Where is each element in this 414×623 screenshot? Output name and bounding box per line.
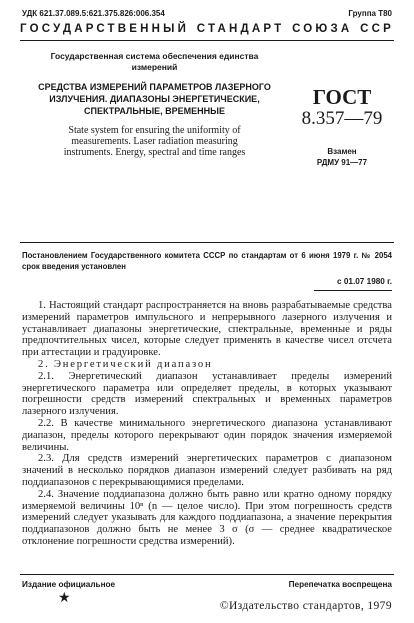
- paragraph-2-1: 2.1. Энергетический диапазон устанавливает пределы измерений энергетического параметра или определяет пределы, в которых указывают погрешности средств измерений спектральных и временных параметров лазерного излучения.: [22, 370, 392, 418]
- english-title: State system for ensuring the uniformity of measurements. Laser radiation measuring instruments. Energy, spectral and time ranges: [63, 125, 246, 158]
- footer-rule: [20, 574, 394, 575]
- decree-text: Постановлением Государственного комитета СССР по стандартам от 6 июня 1979 г. № 2054 срок введения установлен: [22, 251, 392, 271]
- gost-label: ГОСТ: [312, 85, 372, 109]
- effective-date: с 01.07 1980 г.: [337, 277, 392, 286]
- top-line: [22, 9, 392, 18]
- reprint-prohibited-label: Перепечатка воспрещена: [288, 580, 392, 589]
- replaces-note: Взамен РДМУ 91—77: [316, 147, 368, 167]
- state-standard-banner: ГОСУДАРСТВЕННЫЙ СТАНДАРТ СОЮЗА ССР: [20, 23, 394, 35]
- standard-body: [22, 300, 392, 548]
- standard-title: СРЕДСТВА ИЗМЕРЕНИЙ ПАРАМЕТРОВ ЛАЗЕРНОГО ИЗЛУЧЕНИЯ. ДИАПАЗОНЫ ЭНЕРГЕТИЧЕСКИЕ, СПЕКТРАЛЬНЫЕ, ВРЕМЕННЫЕ: [38, 82, 271, 116]
- paragraph-2-3: 2.3. Для средств измерений энергетических параметров с диапазоном значений в несколько порядков диапазон измерений следует разбивать на ряд поддиапазонов с перекрывающимися пределами.: [22, 453, 392, 488]
- publisher-copyright: ©Издательство стандартов, 1979: [219, 600, 392, 612]
- udk-code: УДК 621.37.089.5:621.375.826:006.354: [22, 9, 165, 18]
- title-block: [22, 51, 287, 158]
- gost-block: [292, 86, 392, 168]
- gost-number: 8.357—79: [301, 108, 383, 129]
- star-icon: ★: [58, 591, 71, 606]
- header-rule: [20, 40, 394, 41]
- group-code: Группа Т80: [348, 9, 392, 18]
- paragraph-2-4: 2.4. Значение поддиапазона должно быть равно или кратно одному порядку измеряемой величины 10ⁿ (n — целое число). При этом погрешность средств измерений следует указывать для каждого поддиапазона, а значение перекрытия поддиапазонов должно быть не менее 3 σ (σ — среднее квадратическое отклонение погрешности средства измерений).: [22, 488, 392, 547]
- date-underline: [314, 290, 392, 291]
- official-edition-label: Издание официальное: [22, 580, 116, 589]
- paragraph-1: 1. Настоящий стандарт распространяется на вновь разрабатываемые средства измерений параметров импульсного и непрерывного лазерного излучения и устанавливает диапазоны энергетические, спектральные, временные и ряды предпочтительных чисел, которые следует применять в качестве чисел отсчета при аттестации и градуировке.: [22, 300, 392, 359]
- paragraph-2-2: 2.2. В качестве минимального энергетического диапазона устанавливают диапазон, пределы которого перекрывают один порядок значения измеряемой величины.: [22, 417, 392, 453]
- section-heading-energy-range: 2. Энергетический диапазон: [38, 358, 213, 370]
- system-heading: Государственная система обеспечения единства измерений: [50, 51, 259, 72]
- title-rule: [20, 242, 394, 243]
